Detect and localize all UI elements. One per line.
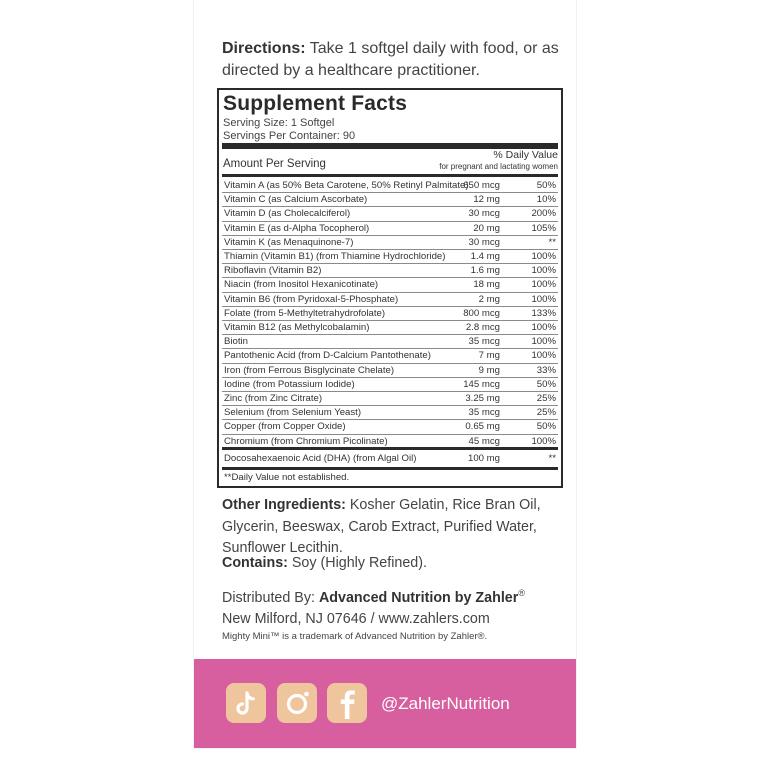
nutrient-name: Iodine (from Potassium Iodide) <box>224 378 355 390</box>
nutrient-amount: 45 mcg <box>468 435 500 447</box>
directions <box>222 38 562 82</box>
nutrient-row <box>222 406 558 420</box>
nutrient-dv: 100% <box>531 293 556 305</box>
nutrient-row <box>222 349 558 363</box>
nutrient-amount: 20 mg <box>473 222 500 234</box>
nutrient-row <box>222 264 558 278</box>
nutrient-amount: 30 mcg <box>468 208 500 220</box>
tiktok-icon[interactable] <box>226 683 266 723</box>
contains <box>222 553 567 575</box>
nutrient-amount: 0.65 mg <box>465 421 500 433</box>
nutrient-dv: 100% <box>531 279 556 291</box>
nutrient-amount: 2 mg <box>478 293 500 305</box>
registered-mark: ® <box>518 588 525 598</box>
nutrient-row <box>222 207 558 221</box>
dv-header-label: % Daily Value <box>493 149 558 161</box>
nutrient-dv: 100% <box>531 265 556 277</box>
supplement-facts-panel <box>217 88 563 488</box>
nutrient-row <box>222 236 558 250</box>
other-ingredients-label: Other Ingredients: <box>222 497 346 513</box>
nutrient-dv: 100% <box>531 350 556 362</box>
nutrient-row <box>222 222 558 236</box>
nutrient-row <box>222 179 558 193</box>
nutrient-row <box>222 278 558 292</box>
nutrient-name: Chromium (from Chromium Picolinate) <box>224 435 388 447</box>
nutrient-amount: 1.4 mg <box>470 251 500 262</box>
directions-text: Take 1 softgel daily with food, or as directed by a healthcare practitioner. <box>222 40 559 79</box>
nutrient-amount: 35 mcg <box>468 407 500 419</box>
dv-subheader: for pregnant and lactating women <box>439 162 558 171</box>
contains-text: Soy (Highly Refined). <box>287 555 427 571</box>
nutrient-row <box>222 293 558 307</box>
nutrient-name: Vitamin A (as 50% Beta Carotene, 50% Retinyl Palmitate) <box>224 180 469 191</box>
nutrient-dv: 25% <box>536 407 556 419</box>
facts-title: Supplement Facts <box>223 92 408 115</box>
nutrient-amount: 30 mcg <box>468 236 500 248</box>
nutrient-dv: 10% <box>536 194 556 206</box>
nutrient-name: Folate (from 5-Methyltetrahydrofolate) <box>224 307 386 319</box>
nutrient-dv: 50% <box>536 180 556 191</box>
servings-per-container: Servings Per Container: 90 <box>223 130 356 142</box>
nutrient-dv: 100% <box>531 251 556 262</box>
nutrient-name: Vitamin K (as Menaquinone-7) <box>224 236 354 248</box>
nutrient-amount: 7 mg <box>478 350 500 362</box>
directions-label: Directions: <box>222 40 306 57</box>
other-ingredients-text: Kosher Gelatin, Rice Bran Oil, Glycerin, Beeswax, Carob Extract, Purified Water, Sunflower Lecithin. <box>222 497 541 556</box>
nutrient-name: Vitamin D (as Cholecalciferol) <box>224 208 351 220</box>
nutrient-dv: 25% <box>536 393 556 404</box>
nutrient-amount: 1.6 mg <box>470 265 500 277</box>
nutrient-name: Selenium (from Selenium Yeast) <box>224 407 362 419</box>
nutrient-amount: 9 mg <box>478 364 500 376</box>
distributor <box>222 583 567 631</box>
dv-header <box>439 150 558 172</box>
header-divider <box>222 174 558 177</box>
nutrient-name: Pantothenic Acid (from D-Calcium Pantothenate) <box>224 350 431 362</box>
amount-header: Amount Per Serving <box>223 158 326 170</box>
nutrient-amount: 650 mcg <box>463 180 500 191</box>
nutrient-row <box>222 364 558 378</box>
dha-row <box>222 452 558 466</box>
nutrient-name: Vitamin B6 (from Pyridoxal-5-Phosphate) <box>224 293 399 305</box>
nutrient-amount: 145 mcg <box>463 378 500 390</box>
nutrient-name: Copper (from Copper Oxide) <box>224 421 346 433</box>
nutrient-row <box>222 378 558 392</box>
nutrient-dv: 200% <box>531 208 556 220</box>
nutrient-name: Biotin <box>224 336 248 348</box>
nutrient-dv: ** <box>548 236 556 248</box>
trademark-notice: Mighty Mini™ is a trademark of Advanced Nutrition by Zahler®. <box>222 631 488 642</box>
nutrient-name: Thiamin (Vitamin B1) (from Thiamine Hydrochloride) <box>224 251 446 262</box>
nutrient-amount: 18 mg <box>473 279 500 291</box>
footer-divider <box>222 467 558 470</box>
nutrient-row <box>222 335 558 349</box>
nutrient-dv: 100% <box>531 435 556 447</box>
nutrient-amount: 800 mcg <box>463 307 500 319</box>
nutrient-dv: 100% <box>531 322 556 333</box>
nutrient-amount: 2.8 mcg <box>465 322 500 333</box>
nutrient-row <box>222 321 558 335</box>
nutrient-name: Riboflavin (Vitamin B2) <box>224 265 322 277</box>
social-handle[interactable]: @ZahlerNutrition <box>381 694 510 713</box>
nutrient-row <box>222 420 558 434</box>
other-ingredients <box>222 495 567 560</box>
distributor-address: New Milford, NJ 07646 / www.zahlers.com <box>222 611 490 628</box>
nutrient-name: Vitamin C (as Calcium Ascorbate) <box>224 194 368 206</box>
distributor-name: Advanced Nutrition by Zahler <box>318 589 519 606</box>
nutrient-dv: ** <box>548 453 556 464</box>
nutrient-name: Iron (from Ferrous Bisglycinate Chelate) <box>224 364 395 376</box>
nutrient-dv: 100% <box>531 336 556 348</box>
nutrient-name: Vitamin E (as d-Alpha Tocopherol) <box>224 222 370 234</box>
facebook-icon[interactable] <box>327 683 367 723</box>
serving-size: Serving Size: 1 Softgel <box>223 117 335 129</box>
nutrient-dv: 50% <box>536 421 556 433</box>
nutrient-row <box>222 392 558 406</box>
nutrient-name: Docosahexaenoic Acid (DHA) (from Algal Oil) <box>224 453 417 464</box>
nutrient-dv: 50% <box>536 378 556 390</box>
nutrient-amount: 35 mcg <box>468 336 500 348</box>
nutrient-row <box>222 307 558 321</box>
nutrient-amount: 3.25 mg <box>465 393 500 404</box>
nutrient-amount: 100 mg <box>468 453 500 464</box>
nutrient-amount: 12 mg <box>473 194 500 206</box>
nutrient-name: Zinc (from Zinc Citrate) <box>224 393 323 404</box>
contains-label: Contains: <box>222 555 288 571</box>
dha-divider <box>222 447 558 450</box>
nutrient-dv: 133% <box>531 307 556 319</box>
nutrient-row <box>222 193 558 207</box>
nutrient-dv: 105% <box>531 222 556 234</box>
instagram-icon[interactable] <box>277 683 317 723</box>
distributor-prefix: Distributed By: <box>222 589 319 606</box>
footnote: **Daily Value not established. <box>224 472 350 483</box>
nutrient-name: Vitamin B12 (as Methylcobalamin) <box>224 322 370 333</box>
nutrient-dv: 33% <box>536 364 556 376</box>
nutrient-name: Niacin (from Inositol Hexanicotinate) <box>224 279 379 291</box>
nutrient-row <box>222 250 558 264</box>
